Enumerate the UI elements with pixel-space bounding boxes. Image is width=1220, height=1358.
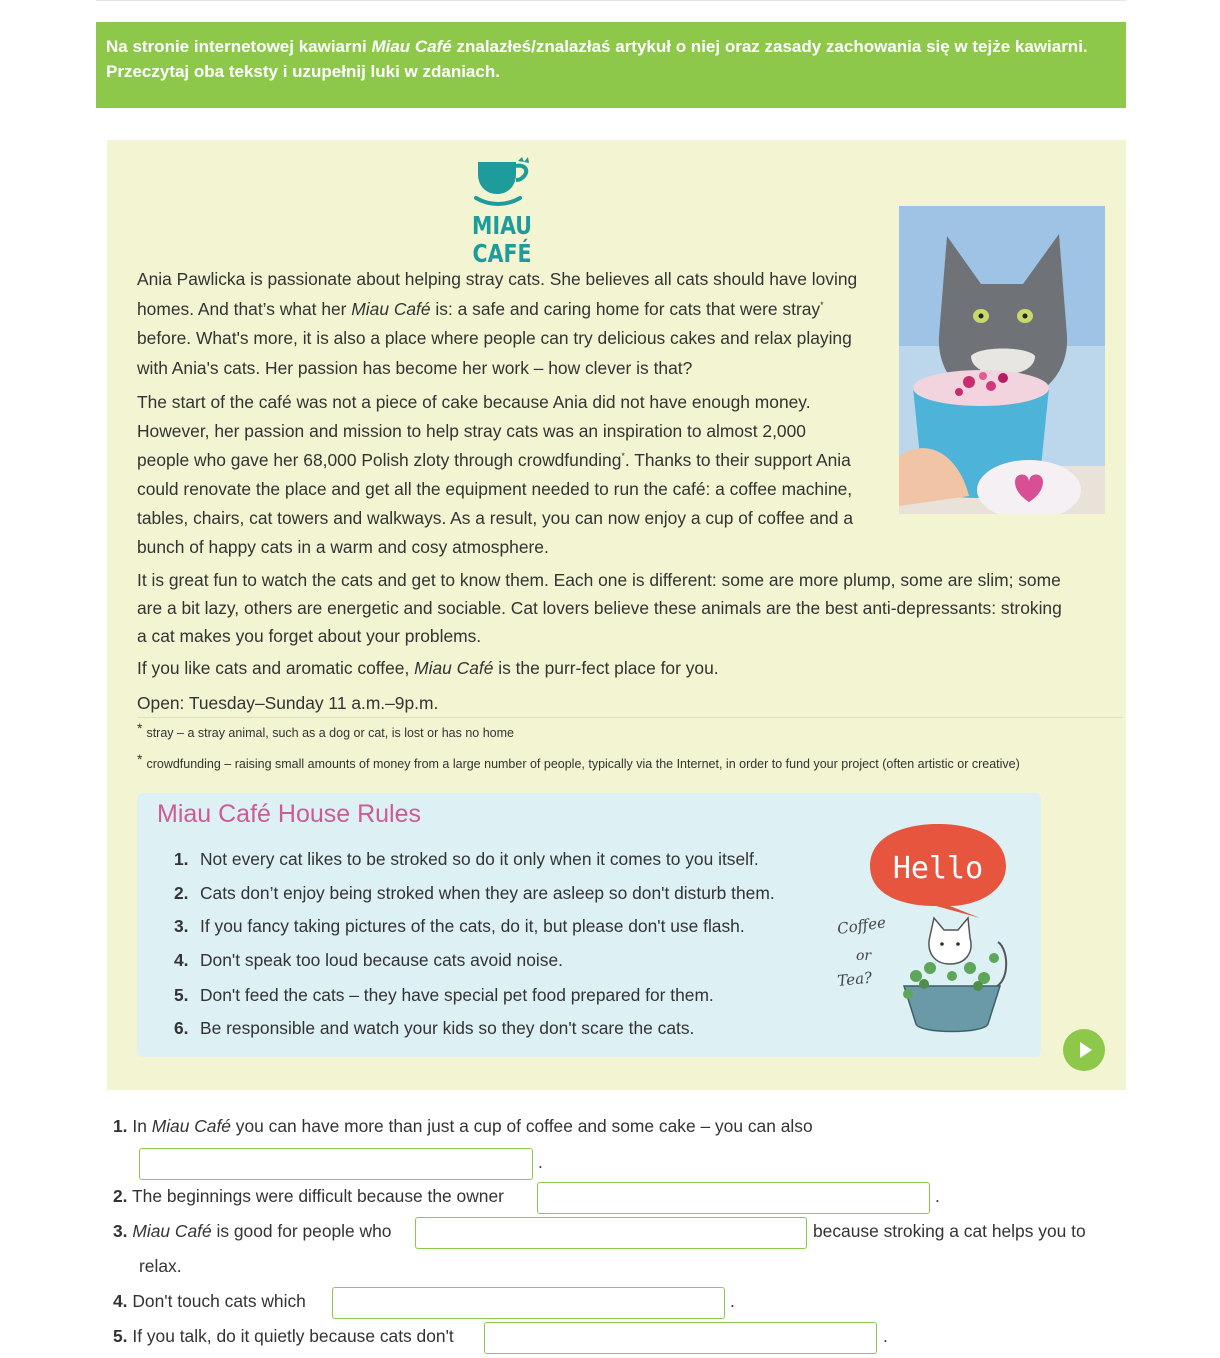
text-line: It is great fun to watch the cats and get to know them. Each one is different: some are more plump, some are slim; some [137, 570, 1061, 590]
sentence-period: . [883, 1326, 888, 1346]
sentence-period: . [538, 1152, 543, 1172]
text-line: The start of the café was not a piece of cake because Ania did not have enough money. [137, 392, 811, 412]
text-line: could renovate the place and get all the equipment needed to run the café: a coffee machine, [137, 479, 853, 499]
rule-item: 5. Don't feed the cats – they have special pet food prepared for them. [174, 985, 714, 1005]
opening-hours: Open: Tuesday–Sunday 11 a.m.–9p.m. [137, 693, 439, 713]
question-4: 4. Don't touch cats which [113, 1291, 306, 1311]
cafe-logo [440, 156, 564, 268]
rule-item: 4. Don't speak too loud because cats avoid noise. [174, 950, 563, 970]
svg-text:or: or [856, 948, 872, 964]
text-line: bunch of happy cats in a warm and cosy atmosphere. [137, 537, 549, 557]
text-line: tables, chairs, cat towers and walkways. As a result, you can now enjoy a cup of coffee and a [137, 508, 853, 528]
article-paragraph-4: If you like cats and aromatic coffee, Miau Café is the purr-fect place for you. [137, 658, 719, 678]
hello-bubble-text: Hello [892, 851, 984, 886]
svg-text:Coffee: Coffee [836, 913, 887, 938]
rule-item: 1. Not every cat likes to be stroked so do it only when it comes to you itself. [174, 849, 759, 869]
top-divider [96, 0, 1126, 1]
house-rules-title: Miau Café House Rules [157, 800, 422, 828]
question-3-end: relax. [139, 1256, 182, 1276]
svg-text:Tea?: Tea? [836, 968, 873, 990]
sentence-period: . [935, 1186, 940, 1206]
answer-input-4[interactable] [332, 1287, 725, 1319]
answer-input-2[interactable] [537, 1182, 930, 1214]
footnote-crowdfunding: * crowdfunding – raising small amounts of money from a large number of people, typically via the Internet, in order to fund your project (often artistic or creative) [137, 751, 1020, 771]
answer-input-3[interactable] [415, 1217, 807, 1249]
logo-text: MIAU CAFÉ [472, 211, 532, 268]
question-3-continuation: because stroking a cat helps you to [813, 1221, 1086, 1241]
text-line: before. What's more, it is also a place where people can try delicious cakes and relax playing [137, 328, 852, 348]
question-3: 3. Miau Café is good for people who [113, 1221, 392, 1241]
rule-item: 2. Cats don’t enjoy being stroked when they are asleep so don't disturb them. [174, 883, 775, 903]
text-line: people who gave her 68,000 Polish zloty through crowdfunding*. Thanks to their support Ania [137, 450, 851, 470]
text-line: Ania Pawlicka is passionate about helping stray cats. She believes all cats should have loving [137, 269, 858, 289]
text-line: However, her passion and mission to help stray cats was an inspiration to almost 2,000 [137, 421, 806, 441]
rule-item: 3. If you fancy taking pictures of the cats, do it, but please don't use flash. [174, 916, 745, 936]
hello-cat-illustration [834, 818, 1014, 1040]
question-5: 5. If you talk, do it quietly because cats don't [113, 1326, 454, 1346]
text-line: with Ania's cats. Her passion has become her work – how clever is that? [137, 357, 693, 378]
sentence-period: . [730, 1291, 735, 1311]
article-paragraph-2 [137, 388, 853, 562]
answer-input-5[interactable] [484, 1322, 877, 1354]
cat-coffee-photo [899, 206, 1105, 514]
rule-item: 6. Be responsible and watch your kids so they don't scare the cats. [174, 1018, 695, 1038]
footnote-stray: * stray – a stray animal, such as a dog or cat, is lost or has no home [137, 720, 514, 740]
text-line: are a bit lazy, others are energetic and sociable. Cat lovers believe these animals are the best anti-depressants: stroking [137, 598, 1062, 618]
text-line: a cat makes you forget about your problems. [137, 626, 482, 646]
coffee-cup-logo-icon [472, 156, 532, 206]
answer-input-1[interactable] [139, 1148, 533, 1180]
article-paragraph-3 [137, 566, 1062, 650]
question-2: 2. The beginnings were difficult because the owner [113, 1186, 504, 1206]
text-line: homes. And that’s what her Miau Café is: a safe and caring home for cats that were stray* [137, 298, 824, 319]
question-1: 1. In Miau Café you can have more than just a cup of coffee and some cake – you can also [113, 1116, 813, 1136]
play-audio-button[interactable] [1063, 1029, 1105, 1071]
article-paragraph-1 [137, 265, 857, 383]
footnote-divider [137, 717, 1123, 718]
task-instruction: Na stronie internetowej kawiarni Miau Café znalazłeś/znalazłaś artykuł o niej oraz zasady zachowania się w tejże kawiarni. Przeczytaj oba teksty i uzupełnij luki w zdaniach. [96, 22, 1126, 108]
